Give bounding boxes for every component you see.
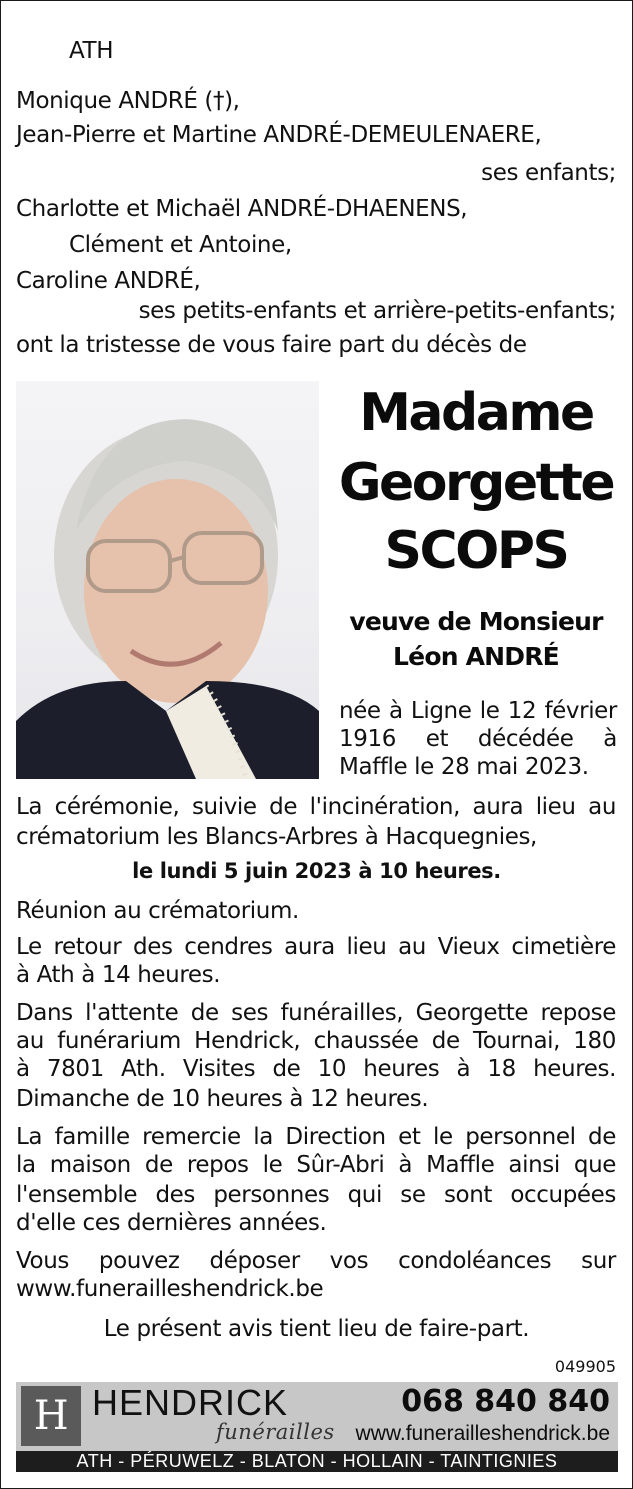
brand-name: HENDRICK [92, 1382, 289, 1423]
family-line-1: Monique ANDRÉ (†), [16, 88, 240, 114]
deceased-title: Madame [359, 383, 593, 443]
reference-number: 049905 [554, 1357, 616, 1376]
banner-website-link[interactable]: www.funerailleshendrick.be [355, 1422, 610, 1445]
condolences-website-link[interactable]: www.funerailleshendrick.be [16, 1276, 324, 1302]
brand-tagline: funérailles [216, 1420, 335, 1444]
birth-line-1: née à Ligne le 12 février [339, 698, 617, 724]
funeral-home-banner [16, 1382, 618, 1472]
notice-ashes-line-1: Le retour des cendres aura lieu au Vieux cimetière [16, 934, 616, 960]
notice-wake-line-4: Dimanche de 10 heures à 12 heures. [16, 1086, 429, 1112]
widow-line-1: veuve de Monsieur [349, 607, 603, 636]
portrait-photo [16, 381, 319, 779]
phone-number[interactable]: 068 840 840 [401, 1384, 610, 1419]
notice-thanks-line-4: d'elle ces dernières années. [16, 1210, 327, 1236]
announcement-line: ont la tristesse de vous faire part du décès de [16, 332, 527, 358]
family-role-grandchildren: ses petits-enfants et arrière-petits-enfants; [138, 298, 616, 324]
hendrick-logo-icon: H [21, 1386, 81, 1446]
notice-reunion: Réunion au crématorium. [16, 898, 299, 924]
notice-wake-line-3: à 7801 Ath. Visites de 10 heures à 18 heures. [16, 1056, 616, 1082]
deceased-first-name: Georgette [338, 453, 614, 513]
family-line-3: Charlotte et Michaël ANDRÉ-DHAENENS, [16, 196, 468, 222]
birth-line-3: Maffle le 28 mai 2023. [339, 754, 589, 780]
notice-condolences-line-1: Vous pouvez déposer vos condoléances sur [16, 1248, 616, 1274]
family-line-5: Caroline ANDRÉ, [16, 268, 201, 294]
family-role-children: ses enfants; [481, 160, 616, 186]
ceremony-date: le lundi 5 juin 2023 à 10 heures. [132, 859, 501, 883]
place-heading: ATH [69, 38, 114, 64]
cities-strip: ATH - PÉRUWELZ - BLATON - HOLLAIN - TAINTIGNIES [16, 1451, 618, 1472]
portrait-illustration [16, 381, 319, 779]
notice-ashes-line-2: à Ath à 14 heures. [16, 962, 221, 988]
notice-thanks-line-1: La famille remercie la Direction et le personnel de [16, 1124, 616, 1150]
family-line-2: Jean-Pierre et Martine ANDRÉ-DEMEULENAERE, [16, 122, 542, 148]
notice-wake-line-2: au funérarium Hendrick, chaussée de Tournai, 180 [16, 1028, 616, 1054]
notice-thanks-line-3: l'ensemble des personnes qui se sont occupées [16, 1182, 616, 1208]
notice-wake-line-1: Dans l'attente de ses funérailles, Georgette repose [16, 1000, 616, 1026]
widow-line-2: Léon ANDRÉ [393, 642, 559, 671]
deceased-last-name: SCOPS [384, 521, 568, 581]
ceremony-line-1: La cérémonie, suivie de l'incinération, aura lieu au [16, 794, 616, 820]
notice-thanks-line-2: la maison de repos le Sûr-Abri à Maffle ainsi que [16, 1152, 616, 1178]
ceremony-line-2: crématorium les Blancs-Arbres à Hacquegnies, [16, 824, 537, 850]
birth-line-2: 1916 et décédée à [339, 726, 617, 752]
closing-line: Le présent avis tient lieu de faire-part. [103, 1316, 530, 1342]
family-line-4: Clément et Antoine, [69, 232, 292, 258]
